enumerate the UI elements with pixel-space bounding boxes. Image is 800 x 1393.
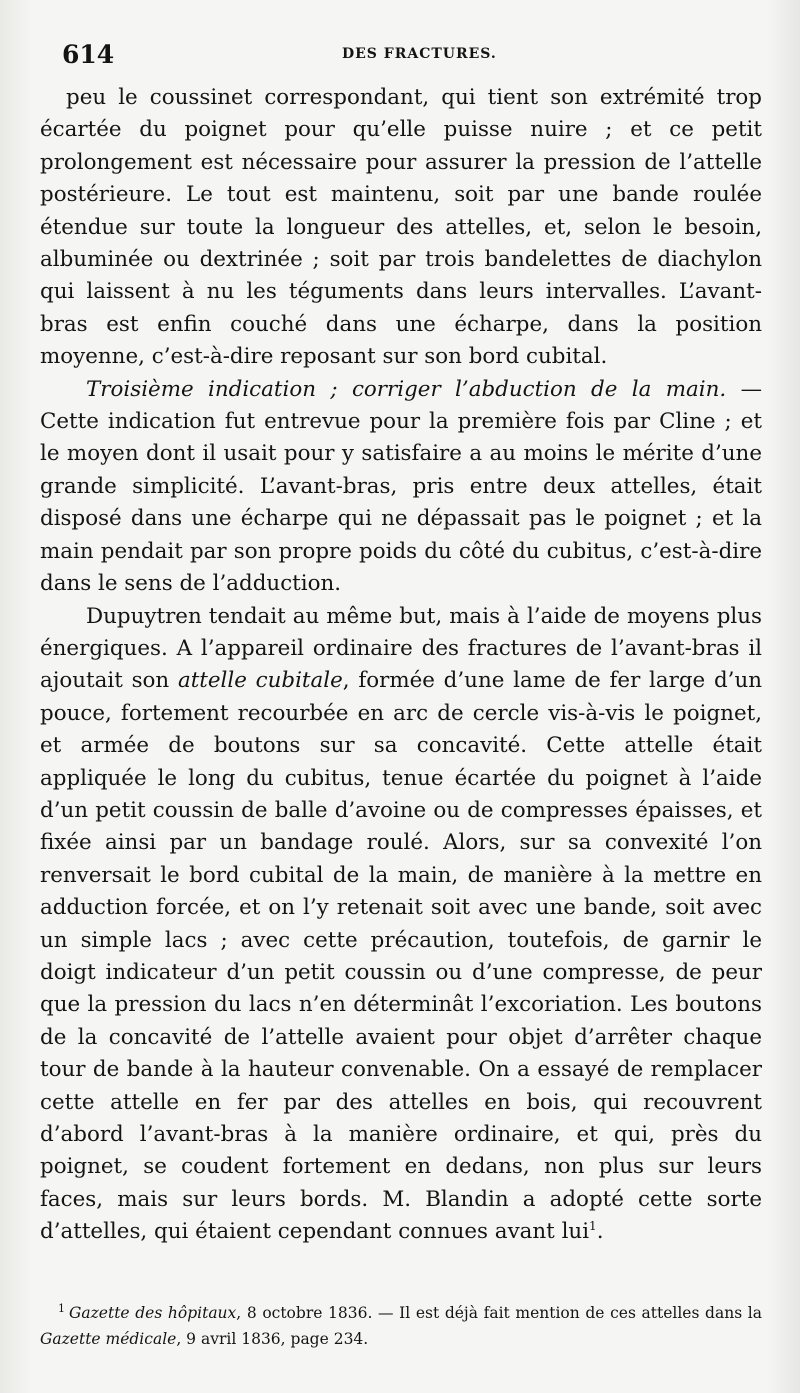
footnote-reference: 1 [589,1219,597,1234]
paragraph-3-part-b: , formée d’une lame de fer large d’un pouce, fortement recourbée en arc de cercle vis-à-vis le poignet, et armée de boutons sur sa concavité. Cette attelle était appliquée le long du cubitus, tenue écartée du poignet à l’aide d’un petit coussin de balle d’avoine ou de compresses épaisses, et fixée ainsi par un bandage roulé. Alors, sur sa convexité l’on renversait le bord cubital de la main, de manière à la mettre en adduction forcée, et on l’y retenait soit avec une bande, soit avec un simple lacs ; avec cette précaution, toutefois, de garnir le doigt indicateur d’un petit coussin ou d’une compresse, de peur que la pression du lacs n’en déterminât l’excoriation. Les boutons de la concavité de l’attelle avaient pour objet d’arrêter chaque tour de bande à la hauteur convenable. On a essayé de remplacer cette attelle en fer par des attelles en bois, qui recouvrent d’abord l’avant-bras à la manière ordinaire, et qui, près du poignet, se coudent fortement en dedans, non plus sur leurs faces, mais sur leurs bords. M. Blandin a adopté cette sorte d’attelles, qui étaient cependant connues avant lui [40,668,762,1245]
term-attelle-cubitale: attelle cubitale [177,668,343,694]
paragraph-3-end: . [596,1219,604,1245]
footnote [40,1296,762,1352]
page-header [62,40,762,70]
footnote-text-1: , 8 octobre 1836. — Il est déjà fait mention de ces attelles dans la [236,1304,762,1323]
running-head: DES FRACTURES. [342,46,497,62]
body-text [40,82,762,1249]
footnote-mark: 1 [58,1302,65,1315]
paragraph-1: peu le coussinet correspondant, qui tient son extrémité trop écartée du poignet pour qu’elle puisse nuire ; et ce petit prolongement est nécessaire pour assurer la pression de l’attelle postérieure. Le tout est maintenu, soit par une bande roulée étendue sur toute la longueur des attelles, et, selon le besoin, albuminée ou dextrinée ; soit par trois bandelettes de diachylon qui laissent à nu les téguments dans leurs intervalles. L’avant-bras est enfin couché dans une écharpe, dans la position moyenne, c’est-à-dire reposant sur son bord cubital. [40,85,762,370]
paragraph-3-part-a: Dupuytren tendait au même but, mais à l’aide de moyens plus énergiques. A l’appareil ordinaire des fractures de l’avant-bras il ajoutait son [40,603,762,694]
section-heading-third-indication: Troisième indication ; corriger l’abduction de la main. [86,376,727,402]
paragraph-2-text: Cette indication fut entrevue pour la première fois par Cline ; et le moyen dont il usait pour y satisfaire a au moins le mérite d’une grande simplicité. L’avant-bras, pris entre deux attelles, était disposé dans une écharpe qui ne dépassait pas le poignet ; et la main pendait par son propre poids du côté du cubitus, c’est-à-dire dans le sens de l’adduction. [40,409,762,597]
page-number: 614 [62,40,115,69]
footnote-source-1: Gazette des hôpitaux [69,1304,237,1323]
heading-dash: — [726,376,762,402]
footnote-text-2: , 9 avril 1836, page 234. [176,1330,369,1349]
paragraph-3 [40,601,762,1249]
paragraph-2 [40,374,762,601]
footnote-source-2: Gazette médicale [40,1330,177,1349]
